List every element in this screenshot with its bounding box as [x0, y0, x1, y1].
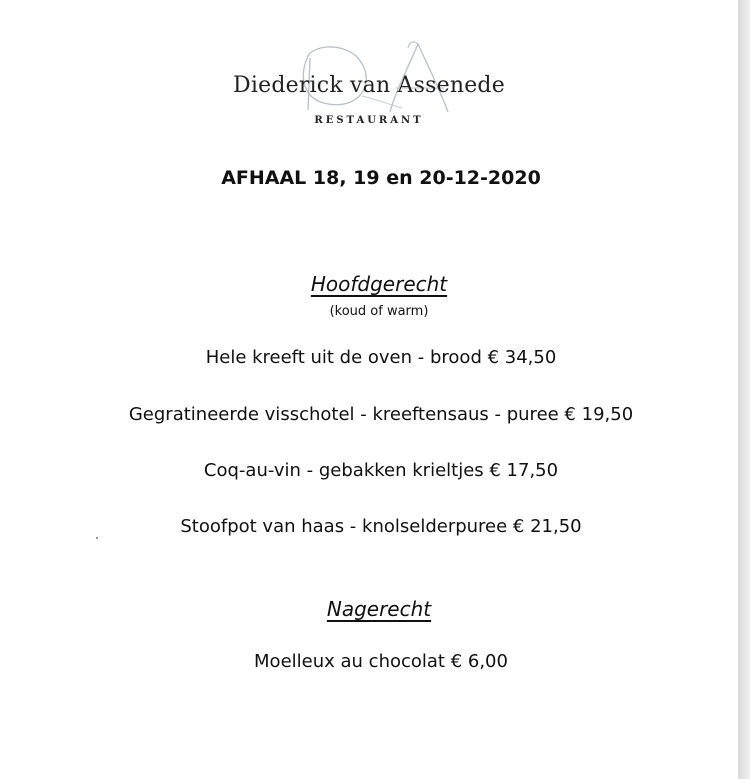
menu-item: Moelleux au chocolat € 6,00 — [254, 651, 508, 672]
restaurant-name: Diederick van Assenede — [233, 73, 505, 98]
menu-item: Hele kreeft uit de oven - brood € 34,50 — [205, 347, 557, 368]
menu-item: Gegratineerde visschotel - kreeftensaus - puree € 19,50 — [128, 404, 634, 425]
section-heading-nagerecht: Nagerecht — [326, 597, 432, 621]
takeaway-dates-title: AFHAAL 18, 19 en 20-12-2020 — [221, 167, 541, 189]
menu-item: Stoofpot van haas - knolselderpuree € 21,50 — [180, 516, 582, 537]
menu-item: Coq-au-vin - gebakken krieltjes € 17,50 — [203, 460, 559, 481]
paper-speck — [96, 537, 98, 539]
section-heading-hoofdgerecht: Hoofdgerecht — [310, 272, 448, 296]
page-edge-shadow — [738, 0, 750, 779]
restaurant-subtitle: RESTAURANT — [314, 115, 424, 126]
section-note: (koud of warm) — [329, 304, 429, 319]
